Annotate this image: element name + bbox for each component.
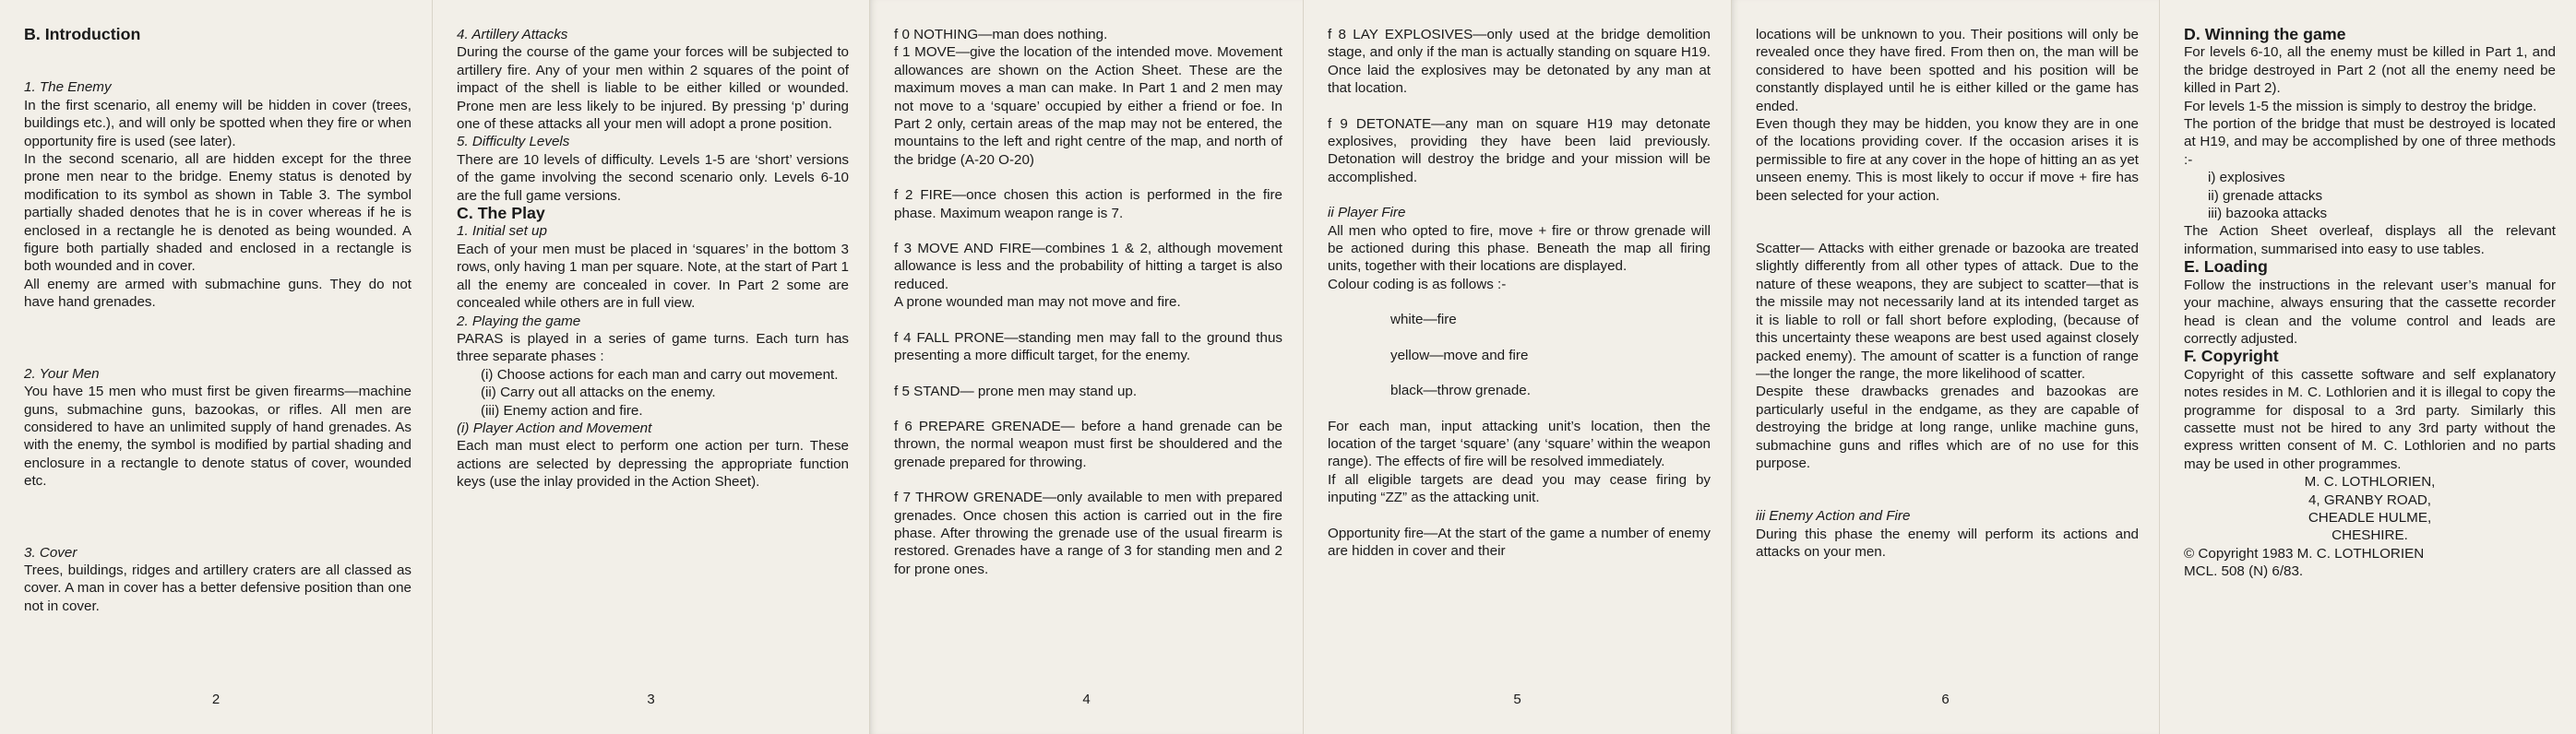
- spacer: [894, 365, 1282, 383]
- paragraph: All men who opted to fire, move + fire or throw grenade will be actioned during this phase. Beneath the map all firing units, together with their locations are displayed.: [1328, 222, 1711, 275]
- paragraph: In the first scenario, all enemy will be hidden in cover (trees, buildings etc.), and will only be spotted when they fire or when opportunity fire is used (see later).: [24, 97, 411, 149]
- paragraph: © Copyright 1983 M. C. LOTHLORIEN: [2184, 545, 2425, 562]
- spacer: [1756, 205, 2139, 240]
- page-number: 5: [1513, 691, 1521, 707]
- spacer: [894, 400, 1282, 418]
- paragraph: f 5 STAND— prone men may stand up.: [894, 383, 1138, 399]
- page-number: 4: [1082, 691, 1091, 707]
- spacer: [894, 222, 1282, 240]
- address-line: CHESHIRE.: [2332, 527, 2408, 544]
- spacer: [894, 471, 1282, 489]
- paragraph: f 0 NOTHING—man does nothing.: [894, 27, 1108, 42]
- page-panel-6: [1731, 0, 2159, 734]
- spacer: [1328, 364, 1711, 382]
- paragraph: Scatter— Attacks with either grenade or bazooka are treated slightly differently from all other types of attack. Due to the nature of these weapons, they are subject to scatter—that is the missile may not necessarily land at its intended target as it is liable to roll or fall short before exploding, (because of this uncertainty these weapons are best used against closely packed enemy). The amount of scatter is a function of range—the longer the range, the more likelihood of scatter.: [1756, 241, 2139, 382]
- spacer: [894, 169, 1282, 186]
- paragraph: f 3 MOVE AND FIRE—combines 1 & 2, although movement allowance is less and the probability of hitting a target is also reduced.: [894, 241, 1282, 292]
- page-panel-3: [432, 0, 869, 734]
- page-number: 6: [1941, 691, 1950, 707]
- paragraph: f 8 LAY EXPLOSIVES—only used at the bridge demolition stage, and only if the man is actually standing on square H19. Once laid the explosives may be detonated by any man at that location.: [1328, 27, 1711, 97]
- subsection-heading: (i) Player Action and Movement: [457, 420, 652, 436]
- paragraph: During the course of the game your forces will be subjected to artillery fire. Any of your men within 2 squares of the point of impact of the shell is liable to be either killed or wounded. Prone men are less likely to be injured. By pressing ‘p’ during one of these attacks all your men will adopt a prone position.: [457, 44, 849, 133]
- paragraph: Even though they may be hidden, you know they are in one of the locations providing cover. If the occasion arises it is permissible to fire at any cover in the hope of hitting an as yet unseen enemy. This is most likely to occur if move + fire has been selected for your action.: [1756, 116, 2139, 204]
- paragraph: The portion of the bridge that must be destroyed is located at H19, and may be accomplished by one of three methods :-: [2184, 116, 2556, 168]
- page-panel-back: [2159, 0, 2576, 734]
- paragraph: A prone wounded man may not move and fire.: [894, 294, 1181, 311]
- colour-code-line: black—throw grenade.: [1390, 383, 1531, 399]
- subsection-heading: iii Enemy Action and Fire: [1756, 508, 1911, 525]
- paragraph: Trees, buildings, ridges and artillery craters are all classed as cover. A man in cover has a better defensive position than one not in cover.: [24, 562, 411, 614]
- page-number: 3: [647, 691, 655, 707]
- paragraph: The Action Sheet overleaf, displays all the relevant information, summarised into easy to use tables.: [2184, 223, 2556, 257]
- section-heading: B. Introduction: [24, 25, 141, 43]
- spacer: [1756, 472, 2139, 507]
- paragraph: f 4 FALL PRONE—standing men may fall to the ground thus presenting a more difficult target, for the enemy.: [894, 329, 1282, 364]
- paragraph: During this phase the enemy will perform its actions and attacks on your men.: [1756, 526, 2139, 561]
- list-item: (i) Choose actions for each man and carry out movement.: [481, 366, 839, 383]
- section-heading: F. Copyright: [2184, 347, 2279, 366]
- paragraph: For each man, input attacking unit’s location, then the location of the target ‘square’ (any ‘square’ within the weapon range). The effects of fire will be resolved immediately.: [1328, 418, 1711, 470]
- paragraph: For levels 1-5 the mission is simply to destroy the bridge.: [2184, 98, 2537, 114]
- colour-code-line: yellow—move and fire: [1390, 347, 1529, 363]
- spacer: [894, 312, 1282, 329]
- section-heading: C. The Play: [457, 204, 545, 223]
- page-number: 2: [211, 691, 221, 707]
- paragraph: Follow the instructions in the relevant user’s manual for your machine, always ensuring that the cassette recorder head is clean and the volume control and leads are correctly adjusted.: [2184, 277, 2556, 347]
- paragraph: f 2 FIRE—once chosen this action is performed in the fire phase. Maximum weapon range is 7.: [894, 187, 1282, 221]
- paragraph: For levels 6-10, all the enemy must be killed in Part 1, and the bridge destroyed in Part 2 (not all the enemy need be killed in Part 2).: [2184, 44, 2556, 97]
- paragraph: Despite these drawbacks grenades and bazookas are particularly useful in the endgame, as they are capable of destroying the bridge at long range, unlike machine guns, submachine guns and rifles which are of no use for this purpose.: [1756, 384, 2139, 471]
- paragraph: f 1 MOVE—give the location of the intended move. Movement allowances are shown on the Action Sheet. These are the maximum moves a man can make. In Part 1 and 2 men may not move to a ‘square’ occupied by either a friend or foe. In Part 2 only, certain areas of the map may not be entered, the mountains to the left and right centre of the map, and north of the bridge (A-20 O-20): [894, 44, 1282, 168]
- section-heading: D. Winning the game: [2184, 25, 2346, 43]
- subsection-heading: ii Player Fire: [1328, 205, 1406, 221]
- paragraph: There are 10 levels of difficulty. Levels 1-5 are ‘short’ versions of the game involving the second scenario only. Levels 6-10 are the full game versions.: [457, 151, 849, 204]
- paragraph: Opportunity fire—At the start of the game a number of enemy are hidden in cover and their: [1328, 525, 1711, 559]
- address-line: M. C. LOTHLORIEN,: [2304, 474, 2436, 491]
- spacer: [1328, 186, 1711, 204]
- page-panel-4: [869, 0, 1303, 734]
- paragraph: f 7 THROW GRENADE—only available to men with prepared grenades. Once chosen this action is carried out in the fire phase. After throwing the grenade use of the usual firearm is restored. Grenades have a range of 3 for standing men and 2 for prone ones.: [894, 490, 1282, 577]
- list-item: (iii) Enemy action and fire.: [481, 402, 643, 419]
- section-heading: E. Loading: [2184, 257, 2268, 277]
- paragraph: Each man must elect to perform one action per turn. These actions are selected by depressing the appropriate function keys (use the inlay provided in the Action Sheet).: [457, 438, 849, 491]
- list-item: i) explosives: [2208, 170, 2285, 186]
- spacer: [24, 491, 411, 544]
- spacer: [1328, 98, 1711, 115]
- paragraph: You have 15 men who must first be given firearms—machine guns, submachine guns, bazookas, or rifles. All men are considered to have an unlimited supply of hand grenades. As with the enemy, the symbol is modified by partial shading and enclosure in a rectangle to denote status of cover, wounded etc.: [24, 384, 411, 490]
- colour-code-line: white—fire: [1390, 312, 1457, 328]
- paragraph: In the second scenario, all are hidden except for the three prone men near to the bridge. Enemy status is denoted by modification to its symbol as shown in Table 3. The symbol partially shaded denotes that he is in cover whereas if he is enclosed in a rectangle he is denoted as being wounded. A figure both partially shaded and enclosed in a rectangle is both wounded and in cover.: [24, 151, 411, 275]
- list-item: (ii) Carry out all attacks on the enemy.: [481, 385, 716, 401]
- subsection-heading: 1. The Enemy: [24, 79, 112, 96]
- subsection-heading: 1. Initial set up: [457, 223, 547, 240]
- paragraph: If all eligible targets are dead you may cease firing by inputing “ZZ” as the attacking unit.: [1328, 471, 1711, 506]
- spacer: [1328, 507, 1711, 525]
- paragraph: locations will be unknown to you. Their positions will only be revealed once they have fired. From then on, the man will be considered to have been spotted and his position will be constantly displayed until he is either killed or the game has ended.: [1756, 27, 2139, 114]
- list-item: ii) grenade attacks: [2208, 187, 2323, 204]
- address-line: 4, GRANBY ROAD,: [2308, 491, 2432, 508]
- spacer: [24, 43, 411, 78]
- paragraph: MCL. 508 (N) 6/83.: [2184, 563, 2304, 580]
- subsection-heading: 5. Difficulty Levels: [457, 134, 570, 150]
- spacer: [1328, 293, 1711, 311]
- paragraph: PARAS is played in a series of game turns. Each turn has three separate phases :: [457, 330, 849, 365]
- subsection-heading: 3. Cover: [24, 544, 78, 561]
- paragraph: Copyright of this cassette software and self explanatory notes resides in M. C. Lothlorien and it is illegal to copy the programme for disposal to a 3rd party. Similarly this cassette must not be hired to any 3rd party without the express written consent of M. C. Lothlorien and no parts may be used in other programmes.: [2184, 366, 2556, 472]
- spacer: [1328, 400, 1711, 418]
- paragraph: f 6 PREPARE GRENADE— before a hand grenade can be thrown, the normal weapon must first be shouldered and the grenade prepared for throwing.: [894, 418, 1282, 470]
- subsection-heading: 2. Your Men: [24, 365, 100, 382]
- paragraph: Each of your men must be placed in ‘squares’ in the bottom 3 rows, only having 1 man per square. Note, at the start of Part 1 all the enemy are concealed in cover. In Part 2 some are concealed while others are in full view.: [457, 241, 849, 312]
- address-line: CHEADLE HULME,: [2308, 509, 2432, 526]
- paragraph: All enemy are armed with submachine guns. They do not have hand grenades.: [24, 276, 411, 311]
- spacer: [24, 312, 411, 365]
- page-panel-5: [1303, 0, 1731, 734]
- page-panel-2: [0, 0, 432, 734]
- list-item: iii) bazooka attacks: [2208, 206, 2328, 222]
- paragraph: Colour coding is as follows :-: [1328, 276, 1507, 292]
- spacer: [1328, 329, 1711, 347]
- subsection-heading: 2. Playing the game: [457, 313, 581, 329]
- subsection-heading: 4. Artillery Attacks: [457, 27, 568, 42]
- paragraph: f 9 DETONATE—any man on square H19 may detonate explosives, providing they have been laid previously. Detonation will destroy the bridge and your mission will be accomplished.: [1328, 115, 1711, 185]
